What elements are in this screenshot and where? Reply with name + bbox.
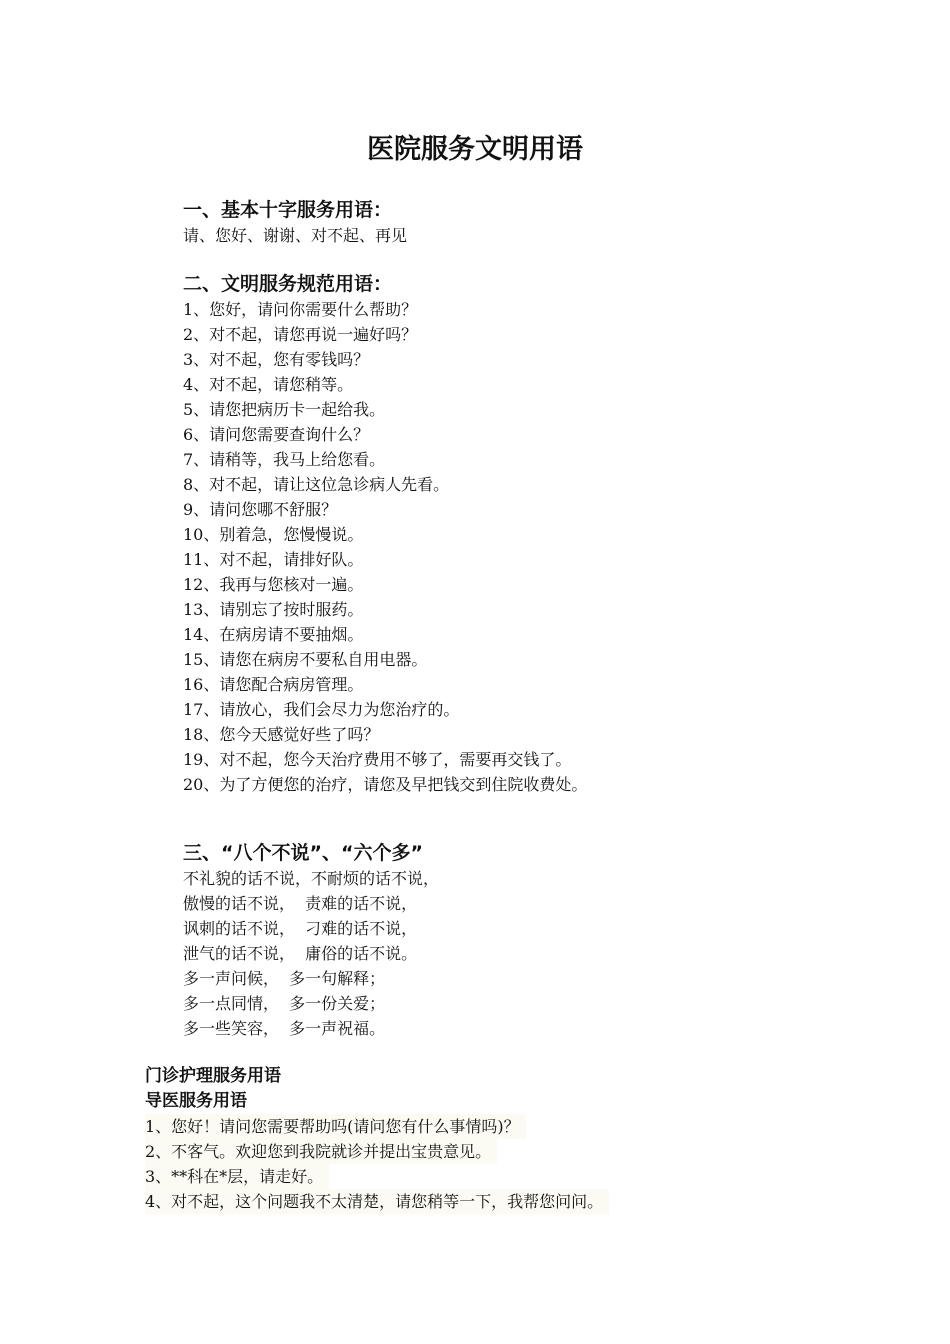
section-outpatient-nursing <box>145 1064 609 1214</box>
list-item: 17、请放心，我们会尽力为您治疗的。 <box>183 700 460 719</box>
text-line: 多一点同情， 多一份关爱； <box>183 994 386 1013</box>
text-line: 多一些笑容， 多一声祝福。 <box>183 1019 386 1038</box>
list-item: 15、请您在病房不要私自用电器。 <box>183 650 428 669</box>
section-subheading: 导医服务用语 <box>145 1091 247 1111</box>
text-line: 多一声问候， 多一句解释； <box>183 969 386 988</box>
text-line: 不礼貌的话不说，不耐烦的话不说， <box>183 869 440 888</box>
list-item: 13、请别忘了按时服药。 <box>183 600 364 619</box>
text-line: 泄气的话不说， 庸俗的话不说。 <box>183 944 418 963</box>
list-item: 5、请您把病历卡一起给我。 <box>183 400 386 419</box>
list-item: 2、不客气。欢迎您到我院就诊并提出宝贵意见。 <box>145 1139 497 1164</box>
text-line: 讽刺的话不说， 刁难的话不说， <box>183 919 418 938</box>
list-item: 9、请问您哪不舒服？ <box>183 500 338 519</box>
list-item: 6、请问您需要查询什么？ <box>183 425 370 444</box>
list-item: 11、对不起，请排好队。 <box>183 550 364 569</box>
list-item: 14、在病房请不要抽烟。 <box>183 625 364 644</box>
list-item: 10、别着急，您慢慢说。 <box>183 525 364 544</box>
page-title: 医院服务文明用语 <box>367 134 583 165</box>
list-item: 16、请您配合病房管理。 <box>183 675 364 694</box>
list-item: 12、我再与您核对一遍。 <box>183 575 364 594</box>
section-heading: 二、文明服务规范用语： <box>183 273 393 295</box>
section-heading: 门诊护理服务用语 <box>145 1066 281 1086</box>
section-civilized-phrases <box>183 271 587 797</box>
text-line: 傲慢的话不说， 责难的话不说， <box>183 894 418 913</box>
list-item: 20、为了方便您的治疗，请您及早把钱交到住院收费处。 <box>183 775 588 794</box>
list-item: 4、对不起，这个问题我不太清楚，请您稍等一下，我帮您问问。 <box>145 1189 609 1214</box>
list-item: 3、对不起，您有零钱吗？ <box>183 350 370 369</box>
list-item: 18、您今天感觉好些了吗？ <box>183 725 380 744</box>
list-item: 1、您好！请问您需要帮助吗(请问您有什么事情吗)？ <box>145 1114 526 1139</box>
list-item: 2、对不起，请您再说一遍好吗？ <box>183 325 418 344</box>
section-eight-dont-six-more <box>183 840 439 1041</box>
section-heading: 三、“八个不说”、“六个多” <box>183 842 423 864</box>
section-basic-ten-words <box>183 197 407 248</box>
list-item: 4、对不起，请您稍等。 <box>183 375 354 394</box>
list-item: 7、请稍等，我马上给您看。 <box>183 450 386 469</box>
section-heading: 一、基本十字服务用语： <box>183 199 393 221</box>
list-item: 19、对不起，您今天治疗费用不够了，需要再交钱了。 <box>183 750 572 769</box>
text-line: 请、您好、谢谢、对不起、再见 <box>183 226 408 245</box>
list-item: 3、**科在*层，请走好。 <box>145 1164 329 1189</box>
list-item: 1、您好，请问你需要什么帮助？ <box>183 300 418 319</box>
list-item: 8、对不起，请让这位急诊病人先看。 <box>183 475 450 494</box>
